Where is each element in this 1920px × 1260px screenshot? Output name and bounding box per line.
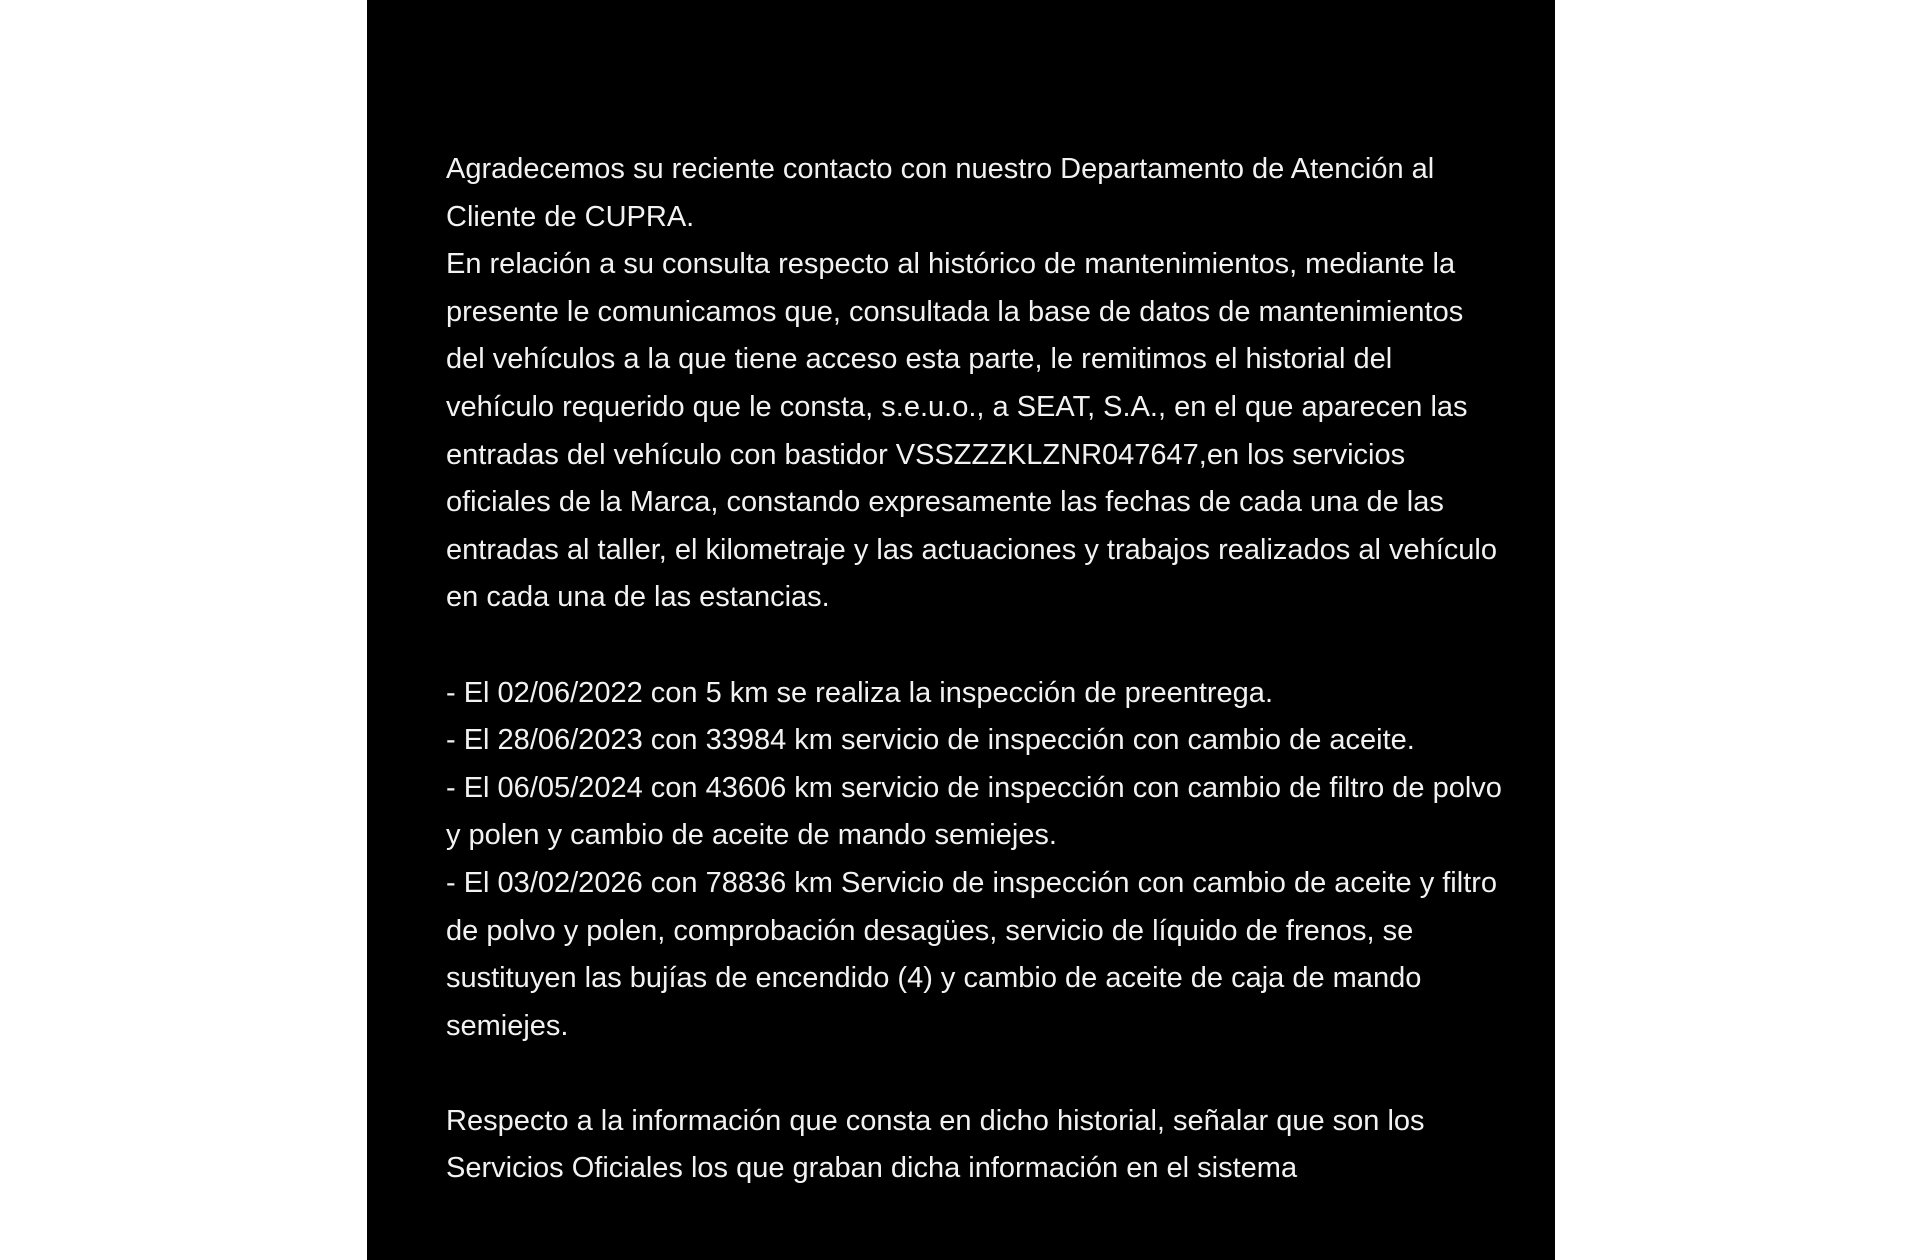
paragraph-spacer <box>446 622 1506 670</box>
inquiry-paragraph: En relación a su consulta respecto al histórico de mantenimientos, mediante la presente le comunicamos que, consultada la base de datos de mantenimientos del vehículos a la que tiene acceso esta parte, le remitimos el historial del vehículo requerido que le consta, s.e.u.o., a SEAT, S.A., en el que aparecen las entradas del vehículo con bastidor VSSZZZKLZNR047647,en los servicios oficiales de la Marca, constando expresamente las fechas de cada una de las entradas al taller, el kilometraje y las actuaciones y trabajos realizados al vehículo en cada una de las estancias. <box>446 248 1497 614</box>
closing-paragraph: Respecto a la información que consta en dicho historial, señalar que son los Servicios Oficiales los que graban dicha información en el sistema <box>446 1104 1425 1185</box>
paragraph-spacer <box>446 1050 1506 1098</box>
service-entry: - El 06/05/2024 con 43606 km servicio de inspección con cambio de filtro de polvo y polen y cambio de aceite de mando semiejes. <box>446 771 1502 852</box>
greeting-paragraph: Agradecemos su reciente contacto con nuestro Departamento de Atención al Cliente de CUPRA. <box>446 153 1435 233</box>
email-message-text <box>446 146 1506 1193</box>
service-entry: - El 03/02/2026 con 78836 km Servicio de inspección con cambio de aceite y filtro de polvo y polen, comprobación desagües, servicio de líquido de frenos, se sustituyen las bujías de encendido (4) y cambio de aceite de caja de mando semiejes. <box>446 866 1498 1042</box>
email-body-panel <box>367 0 1555 1260</box>
service-entry: - El 02/06/2022 con 5 km se realiza la inspección de preentrega. <box>446 676 1273 709</box>
service-entry: - El 28/06/2023 con 33984 km servicio de inspección con cambio de aceite. <box>446 724 1415 757</box>
